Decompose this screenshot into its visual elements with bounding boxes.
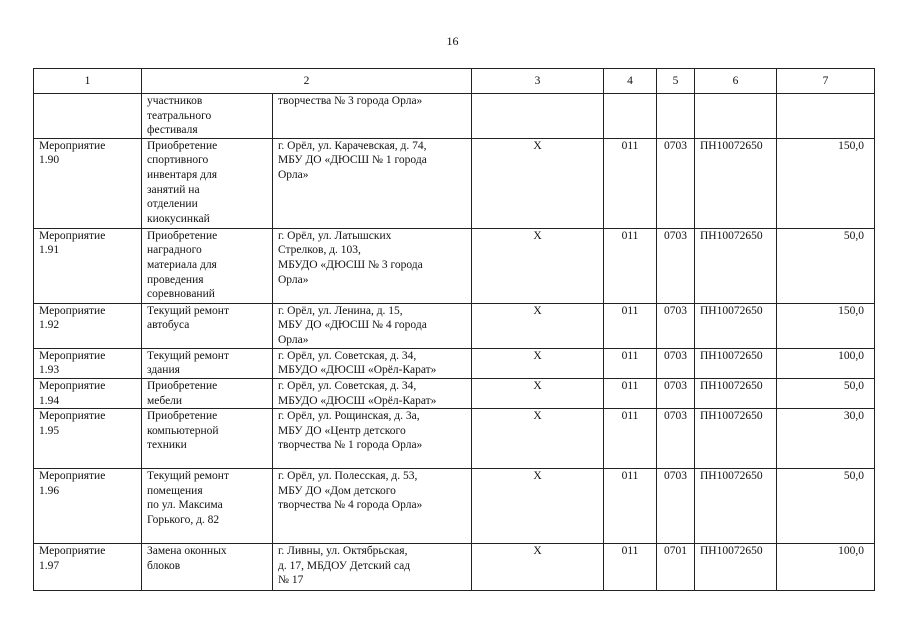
address-cell: г. Орёл, ул. Ленина, д. 15, МБУ ДО «ДЮСШ № 4 города Орла» — [273, 303, 472, 348]
measure-cell: Мероприятие 1.96 — [34, 469, 142, 544]
col6-cell: ПН10072650 — [695, 138, 777, 228]
description-cell: Текущий ремонт здания — [142, 348, 273, 378]
address-cell: г. Орёл, ул. Рощинская, д. 3а, МБУ ДО «Центр детского творчества № 1 города Орла» — [273, 409, 472, 469]
header-col-4: 4 — [604, 69, 657, 94]
col6-cell: ПН10072650 — [695, 469, 777, 544]
table-row — [34, 94, 875, 139]
amount-cell: 150,0 — [777, 138, 875, 228]
header-col-2: 2 — [142, 69, 472, 94]
address-cell: г. Орёл, ул. Латышских Стрелков, д. 103, МБУДО «ДЮСШ № 3 города Орла» — [273, 228, 472, 303]
amount-cell: 50,0 — [777, 469, 875, 544]
col6-cell: ПН10072650 — [695, 544, 777, 591]
amount-cell: 100,0 — [777, 348, 875, 378]
col4-cell: 011 — [604, 544, 657, 591]
description-cell: Приобретение мебели — [142, 378, 273, 408]
col3-cell — [472, 94, 604, 139]
header-col-5: 5 — [657, 69, 695, 94]
budget-table — [33, 68, 875, 591]
col3-cell: Х — [472, 303, 604, 348]
col5-cell: 0703 — [657, 228, 695, 303]
col3-cell: Х — [472, 378, 604, 408]
table-row — [34, 228, 875, 303]
col5-cell: 0703 — [657, 348, 695, 378]
measure-cell: Мероприятие 1.97 — [34, 544, 142, 591]
description-cell: Текущий ремонт автобуса — [142, 303, 273, 348]
col5-cell: 0703 — [657, 409, 695, 469]
col4-cell: 011 — [604, 348, 657, 378]
table-row — [34, 544, 875, 591]
table-row — [34, 469, 875, 544]
description-cell: Приобретение наградного материала для проведения соревнований — [142, 228, 273, 303]
col5-cell: 0703 — [657, 469, 695, 544]
header-col-1: 1 — [34, 69, 142, 94]
measure-cell: Мероприятие 1.95 — [34, 409, 142, 469]
col6-cell: ПН10072650 — [695, 348, 777, 378]
address-cell: г. Орёл, ул. Карачевская, д. 74, МБУ ДО «ДЮСШ № 1 города Орла» — [273, 138, 472, 228]
col5-cell — [657, 94, 695, 139]
col5-cell: 0703 — [657, 303, 695, 348]
col4-cell: 011 — [604, 409, 657, 469]
amount-cell — [777, 94, 875, 139]
col4-cell: 011 — [604, 138, 657, 228]
measure-cell: Мероприятие 1.93 — [34, 348, 142, 378]
table-body — [34, 94, 875, 591]
address-cell: г. Орёл, ул. Советская, д. 34, МБУДО «ДЮСШ «Орёл-Карат» — [273, 348, 472, 378]
col6-cell: ПН10072650 — [695, 303, 777, 348]
col6-cell: ПН10072650 — [695, 228, 777, 303]
amount-cell: 100,0 — [777, 544, 875, 591]
header-col-3: 3 — [472, 69, 604, 94]
measure-cell: Мероприятие 1.91 — [34, 228, 142, 303]
amount-cell: 50,0 — [777, 378, 875, 408]
header-col-7: 7 — [777, 69, 875, 94]
address-cell: творчества № 3 города Орла» — [273, 94, 472, 139]
header-col-6: 6 — [695, 69, 777, 94]
measure-cell: Мероприятие 1.94 — [34, 378, 142, 408]
description-cell: Замена оконных блоков — [142, 544, 273, 591]
amount-cell: 30,0 — [777, 409, 875, 469]
col3-cell: Х — [472, 469, 604, 544]
header-row — [34, 69, 875, 94]
amount-cell: 50,0 — [777, 228, 875, 303]
table-row — [34, 303, 875, 348]
col3-cell: Х — [472, 409, 604, 469]
col6-cell: ПН10072650 — [695, 378, 777, 408]
address-cell: г. Орёл, ул. Полесская, д. 53, МБУ ДО «Дом детского творчества № 4 города Орла» — [273, 469, 472, 544]
col4-cell: 011 — [604, 378, 657, 408]
table-row — [34, 378, 875, 408]
col5-cell: 0703 — [657, 378, 695, 408]
col4-cell — [604, 94, 657, 139]
measure-cell: Мероприятие 1.92 — [34, 303, 142, 348]
col3-cell: Х — [472, 138, 604, 228]
table-row — [34, 409, 875, 469]
amount-cell: 150,0 — [777, 303, 875, 348]
col3-cell: Х — [472, 228, 604, 303]
table-row — [34, 138, 875, 228]
address-cell: г. Орёл, ул. Советская, д. 34, МБУДО «ДЮСШ «Орёл-Карат» — [273, 378, 472, 408]
col3-cell: Х — [472, 544, 604, 591]
description-cell: Приобретение компьютерной техники — [142, 409, 273, 469]
description-cell: участников театрального фестиваля — [142, 94, 273, 139]
col5-cell: 0701 — [657, 544, 695, 591]
measure-cell: Мероприятие 1.90 — [34, 138, 142, 228]
col5-cell: 0703 — [657, 138, 695, 228]
col6-cell: ПН10072650 — [695, 409, 777, 469]
description-cell: Текущий ремонт помещения по ул. Максима Горького, д. 82 — [142, 469, 273, 544]
col3-cell: Х — [472, 348, 604, 378]
col4-cell: 011 — [604, 228, 657, 303]
col6-cell — [695, 94, 777, 139]
description-cell: Приобретение спортивного инвентаря для занятий на отделении киокусинкай — [142, 138, 273, 228]
table-row — [34, 348, 875, 378]
col4-cell: 011 — [604, 469, 657, 544]
address-cell: г. Ливны, ул. Октябрьская, д. 17, МБДОУ Детский сад № 17 — [273, 544, 472, 591]
measure-cell — [34, 94, 142, 139]
col4-cell: 011 — [604, 303, 657, 348]
page-number: 16 — [446, 34, 459, 48]
